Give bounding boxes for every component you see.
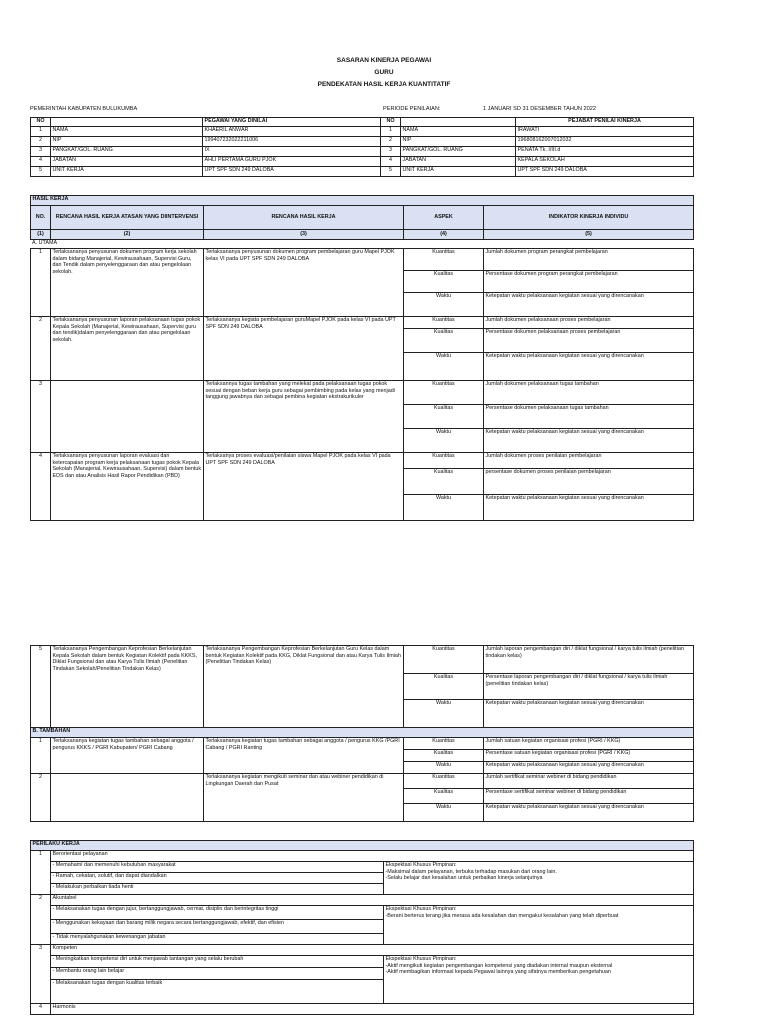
- table-row: [31, 249, 694, 271]
- row-number: 3: [381, 147, 401, 157]
- aspek-label: Kualitas: [404, 674, 484, 700]
- identity-no-header: NO: [31, 118, 51, 127]
- col-header-aspek: ASPEK: [404, 206, 484, 230]
- title-line-2: GURU: [374, 69, 394, 76]
- atasan-plan: Terlaksananya Pengembangan Keprofesian Berkelanjutan Kepala Sekolah dalam bentuk Kegiatan Kolektif pada KKKS, Diklat Fungsional dan atau Karya Tulis Ilmiah (Penelitian Tindakan Sekolah/Penelitian Tindakan Kelas): [51, 646, 204, 728]
- section-hasil-kerja: HASIL KERJA: [31, 196, 694, 206]
- aspek-label: Kuantitas: [404, 738, 484, 750]
- indikator-text: Jumlah satuan kegiatan organisasi profesi (PGRI / KKG): [484, 738, 694, 750]
- rencana-plan: Terlaksananya kegiata pembelajaran guruMapel PJOK pada kelas VI pada UPT SPF SDN 249 DALOBA: [204, 317, 404, 381]
- indikator-text: Persentase dokumen pelaksanaan proses pembelajaran: [484, 329, 694, 353]
- aspek-label: Kuantitas: [404, 317, 484, 329]
- table-row: [31, 906, 694, 920]
- atasan-plan: Terlaksananya penyusunan laporan evaluasi dan ketercapaian program kerja pelaksanaan tugas pokok Kepala Sekolah (Manajerial, Kewirausahaan, Supervisi) dalam bentuk EDS dan atau Analisis Hasil Rapor Pendidikan (PBD): [51, 453, 204, 521]
- rencana-plan: Terlaksannya tugas tambahan yang melekat pada pelaksanaan tugas pokok sesuai dengan beban kerja guru sebagai pembimbing pada kelas yang menjadi tanggung jawabnya dan sebagai pembina kegiatan ekstrakurikuler: [204, 381, 404, 453]
- subsection-tambahan: B. TAMBAHAN: [31, 728, 694, 738]
- expectation-text: -Maksimal dalam pelayanan, terbuka terhadap masukan dari orang lain.: [385, 868, 557, 875]
- indikator-text: Persentase satuan kegiatan organisasi profesi (PGRI / KKG): [484, 750, 694, 762]
- hasil-kerja-table: [30, 195, 694, 521]
- row-number: 2: [31, 137, 51, 147]
- aspek-label: Kuantitas: [404, 249, 484, 271]
- table-row: [31, 851, 694, 862]
- col-header-rencana: RENCANA HASIL KERJA: [204, 206, 404, 230]
- table-row: [31, 317, 694, 329]
- leader-expectation: [384, 956, 694, 1004]
- field-label: UNIT KERJA: [51, 167, 203, 177]
- expectation-label: Ekspektasi Khusus Pimpinan:: [385, 862, 457, 868]
- indikator-text: Jumlah dokumen proses penilaian pembelajaran: [484, 453, 694, 469]
- aspek-label: Kuantitas: [404, 381, 484, 405]
- behavior-point: - Meningkatkan kompetensi diri untuk menjawab tantangan yang selalu berubah: [51, 956, 384, 968]
- aspek-label: Kualitas: [404, 329, 484, 353]
- aspek-label: Waktu: [404, 700, 484, 728]
- table-row: [31, 956, 694, 968]
- row-number: 1: [31, 127, 51, 137]
- assessor-unit: UPT SPF SDN 249 DALOBA: [516, 167, 694, 177]
- behavior-point: - Tidak menyalahgunakan kewenangan jabatan: [51, 934, 384, 945]
- col-number: (3): [204, 230, 404, 240]
- expectation-text: -Aktif membagikan informasi kepada Pegawai lainnya yang sifatnya memberikan pengetahuan: [385, 969, 611, 976]
- employee-rank: IX: [203, 147, 381, 157]
- assessor-name: IRAWATI: [516, 127, 694, 137]
- indikator-text: Ketepatan waktu pelaksanaan kegiatan sesuai yang direncanakan: [484, 293, 694, 317]
- col-header-atasan: RENCANA HASIL KERJA ATASAN YANG DIINTERVENSI: [51, 206, 204, 230]
- behavior-point: - Memahami dan memenuhi kebutuhan masyarakat: [51, 862, 384, 873]
- item-number: 2: [31, 774, 51, 822]
- table-row: [31, 774, 694, 789]
- behavior-point: - Melaksanakan tugas dengan kualitas terbaik: [51, 980, 384, 1004]
- assessor-position: KEPALA SEKOLAH: [516, 157, 694, 167]
- identity-row: [31, 157, 694, 167]
- aspek-label: Kualitas: [404, 271, 484, 293]
- behavior-point: - Menggunakan kekayaan dan barang milik negara secara bertanggungjawab, efektif, dan efisien: [51, 920, 384, 934]
- item-number: 4: [31, 453, 51, 521]
- indikator-text: Ketepatan waktu pelaksanaan kegiatan sesuai yang direncanakan: [484, 700, 694, 728]
- indikator-text: Ketepatan waktu pelaksanaan kegiatan sesuai yang direncanakan: [484, 762, 694, 774]
- aspek-label: Kuantitas: [404, 453, 484, 469]
- field-label: JABATAN: [401, 157, 516, 167]
- row-number: 5: [31, 167, 51, 177]
- period-label: PERIODE PENILAIAN:: [383, 106, 441, 112]
- table-row: [31, 862, 694, 873]
- subsection-utama: A. UTAMA: [31, 240, 694, 249]
- assessor-header: PEJABAT PENILAI KINERJA: [516, 118, 694, 127]
- expectation-label: Ekspektasi Khusus Pimpinan:: [385, 956, 457, 962]
- table-row: [31, 646, 694, 674]
- behavior-point: - Ramah, cekatan, solutif, dan dapat diandalkan: [51, 873, 384, 884]
- behavior-title: Berorientasi pelayanan: [51, 851, 694, 862]
- aspek-label: Kualitas: [404, 750, 484, 762]
- atasan-plan: [51, 774, 204, 822]
- col-number: (5): [484, 230, 694, 240]
- employee-name: KHAERIL ANWAR: [203, 127, 381, 137]
- item-number: 1: [31, 851, 51, 895]
- table-row: [31, 453, 694, 469]
- indikator-text: Persentase laporan pengembangan diri / diklat fungsional / karya tulis ilmiah (penelitian tindakan kelas): [484, 674, 694, 700]
- leader-expectation: [384, 862, 694, 895]
- item-number: 3: [31, 945, 51, 1004]
- table-row: [31, 895, 694, 906]
- item-number: 4: [31, 1004, 51, 1015]
- employee-unit: UPT SPF SDN 249 DALOBA: [203, 167, 381, 177]
- identity-row: [31, 147, 694, 157]
- indikator-text: Ketepatan waktu pelaksanaan kegiatan sesuai yang direncanakan: [484, 804, 694, 822]
- row-number: 4: [31, 157, 51, 167]
- assessor-nip: 196808162007012032: [516, 137, 694, 147]
- table-row: [31, 738, 694, 750]
- employee-position: AHLI PERTAMA GURU PJOK: [203, 157, 381, 167]
- indikator-text: persentase dokumen proses penilaian pembelajaran: [484, 469, 694, 495]
- indikator-text: Ketepatan waktu pelaksanaan kegiatan sesuai yang direncanakan: [484, 429, 694, 453]
- item-number: 3: [31, 381, 51, 453]
- col-number: (2): [51, 230, 204, 240]
- identity-table: [30, 117, 694, 177]
- aspek-label: Kuantitas: [404, 646, 484, 674]
- field-label: NAMA: [51, 127, 203, 137]
- title-line-1: SASARAN KINERJA PEGAWAI: [336, 57, 432, 64]
- row-number: 4: [381, 157, 401, 167]
- page-two: [0, 630, 768, 1024]
- employee-nip: 199407232022211006: [203, 137, 381, 147]
- leader-expectation: [384, 906, 694, 945]
- hasil-kerja-table-continued: [30, 645, 694, 822]
- indikator-text: Persentase dokumen program perangkat pembelajaran: [484, 271, 694, 293]
- section-perilaku-kerja: PERILAKU KERJA: [31, 841, 694, 851]
- indikator-text: Jumlah dokumen pelaksanaan proses pembelajaran: [484, 317, 694, 329]
- behavior-point: - Melakukan perbaikan tiada henti: [51, 884, 384, 895]
- employee-header: PEGAWAI YANG DINILAI: [203, 118, 381, 127]
- item-number: 1: [31, 738, 51, 774]
- indikator-text: Jumlah sertifikat seminar webiner di bidang pendidikan: [484, 774, 694, 789]
- aspek-label: Waktu: [404, 804, 484, 822]
- aspek-label: Kualitas: [404, 789, 484, 804]
- col-header-no: NO.: [31, 206, 51, 230]
- aspek-label: Kuantitas: [404, 774, 484, 789]
- employer-label: PEMERINTAH KABUPATEN BULUKUMBA: [30, 106, 138, 112]
- aspek-label: Waktu: [404, 495, 484, 521]
- table-row: [31, 945, 694, 956]
- row-number: 2: [381, 137, 401, 147]
- behavior-title: Kompeten: [51, 945, 694, 956]
- field-label: NAMA: [401, 127, 516, 137]
- perilaku-kerja-table: [30, 840, 694, 1015]
- behavior-point: - Membantu orang lain belajar: [51, 968, 384, 980]
- expectation-text: -Aktif mengikuti kegiatan pengembangan kompetensi yang diadakan internal maupun eksternal: [385, 962, 613, 969]
- document-titles: [0, 55, 768, 91]
- aspek-label: Waktu: [404, 293, 484, 317]
- aspek-label: Waktu: [404, 762, 484, 774]
- row-number: 5: [381, 167, 401, 177]
- col-number: (1): [31, 230, 51, 240]
- table-row: [31, 381, 694, 405]
- col-header-indikator: INDIKATOR KINERJA INDIVIDU: [484, 206, 694, 230]
- row-number: 3: [31, 147, 51, 157]
- aspek-label: Kualitas: [404, 469, 484, 495]
- rencana-plan: Terlaksananya penyusunan dokumen program pembelajaran guru Mapel PJOK kelas VI pada UPT SPF SDN 249 DALOBA: [204, 249, 404, 317]
- field-label: JABATAN: [51, 157, 203, 167]
- col-number: (4): [404, 230, 484, 240]
- aspek-label: Kualitas: [404, 405, 484, 429]
- field-label: UNIT KERJA: [401, 167, 516, 177]
- page-gap: [0, 590, 768, 630]
- indikator-text: Ketepatan waktu pelaksanaan kegiatan sesuai yang direncanakan: [484, 353, 694, 381]
- atasan-plan: Terlaksananya penyusunan dokumen program kerja sekolah dalam bidang Manajerial, Kewirausahaan, Supervisi Guru, dan Tendik dalam penyelenggaraan dan atau pengelolaan sekolah.: [51, 249, 204, 317]
- rencana-plan: Terlaksananya kegiatan mengikuti seminar dan atau webiner pendidikan di Lingkungan Daerah dan Pusat: [204, 774, 404, 822]
- item-number: 1: [31, 249, 51, 317]
- indikator-text: Jumlah dokumen program perangkat pembelajaran: [484, 249, 694, 271]
- identity-row: [31, 167, 694, 177]
- title-line-3: PENDEKATAN HASIL KERJA KUANTITATIF: [317, 81, 451, 88]
- expectation-text: -Selalu belajar dari kesalahan untuk perbaikan kinerja selanjutnya: [385, 875, 543, 882]
- item-number: 2: [31, 317, 51, 381]
- atasan-plan: Terlaksananya penyusunan laporan pelaksanaan tugas pokok Kepala Sekolah (Manajerial, Kewirausahaan, Supervisi guru dan tendik)dalam penyelenggaraan dan atau pengelolaan sekolah.: [51, 317, 204, 381]
- indikator-text: Jumlah laporan pengembangan diri / diklat fungsional / karya tulis ilmiah (penelitian tindakan kelas): [484, 646, 694, 674]
- field-label: NIP: [401, 137, 516, 147]
- field-label: NIP: [51, 137, 203, 147]
- expectation-text: -Berani berterus terang jika merasa ada kesalahan dan mengakui kesalahan yang telah diperbuat: [385, 912, 619, 919]
- behavior-point: - Melaksanakan tugas dengan jujur, bertanggungjawab, cermat, disiplin dan berintegritas tinggi: [51, 906, 384, 920]
- expectation-label: Ekspektasi Khusus Pimpinan:: [385, 906, 457, 912]
- rencana-plan: Terlaksananya kegiatan tugas tambahan sebagai anggota / pengurus KKG /PGRI Cabang / PGRI Ranting: [204, 738, 404, 774]
- field-label: PANGKAT/GOL. RUANG: [401, 147, 516, 157]
- indikator-text: Persentase sertifikat seminar webiner di bidang pendidikan: [484, 789, 694, 804]
- atasan-plan: [51, 381, 204, 453]
- atasan-plan: Terlaksananya kegiatan tugas tambahan sebagai anggota / pengurus KKKS / PGRI Kabupaten/ PGRI Cabang: [51, 738, 204, 774]
- identity-row: [31, 137, 694, 147]
- row-number: 1: [381, 127, 401, 137]
- field-label: PANGKAT/GOL. RUANG: [51, 147, 203, 157]
- item-number: 2: [31, 895, 51, 945]
- indikator-text: Ketepatan waktu pelaksanaan kegiatan sesuai yang direncanakan: [484, 495, 694, 521]
- identity-row: [31, 127, 694, 137]
- rencana-plan: Terlaksanya proses evaluasi/penilaian siswa Mapel PJOK pada kelas VI pada UPT SPF SDN 249 DALOBA: [204, 453, 404, 521]
- aspek-label: Waktu: [404, 429, 484, 453]
- rencana-plan: Terlaksananya Pengembangan Keprofesian Berkelanjutan Guru Kelas dalam bentuk Kegiatan Kolektif pada KKG, Diklat Fungsional dan atau Karya Tulis Ilmiah (Penelitian Tindakan Kelas): [204, 646, 404, 728]
- assessor-rank: PENATA Tk. I/III.d: [516, 147, 694, 157]
- identity-no-header-right: NO: [381, 118, 401, 127]
- aspek-label: Waktu: [404, 353, 484, 381]
- indikator-text: Persentase dokumen pelaksanaan tugas tambahan: [484, 405, 694, 429]
- period-value: 1 JANUARI SD 31 DESEMBER TAHUN 2022: [483, 106, 596, 112]
- behavior-title: Akuntabel: [51, 895, 694, 906]
- indikator-text: Jumlah dokumen pelaksanaan tugas tambahan: [484, 381, 694, 405]
- item-number: 5: [31, 646, 51, 728]
- behavior-title: Harmonis: [51, 1004, 694, 1015]
- table-row: [31, 1004, 694, 1015]
